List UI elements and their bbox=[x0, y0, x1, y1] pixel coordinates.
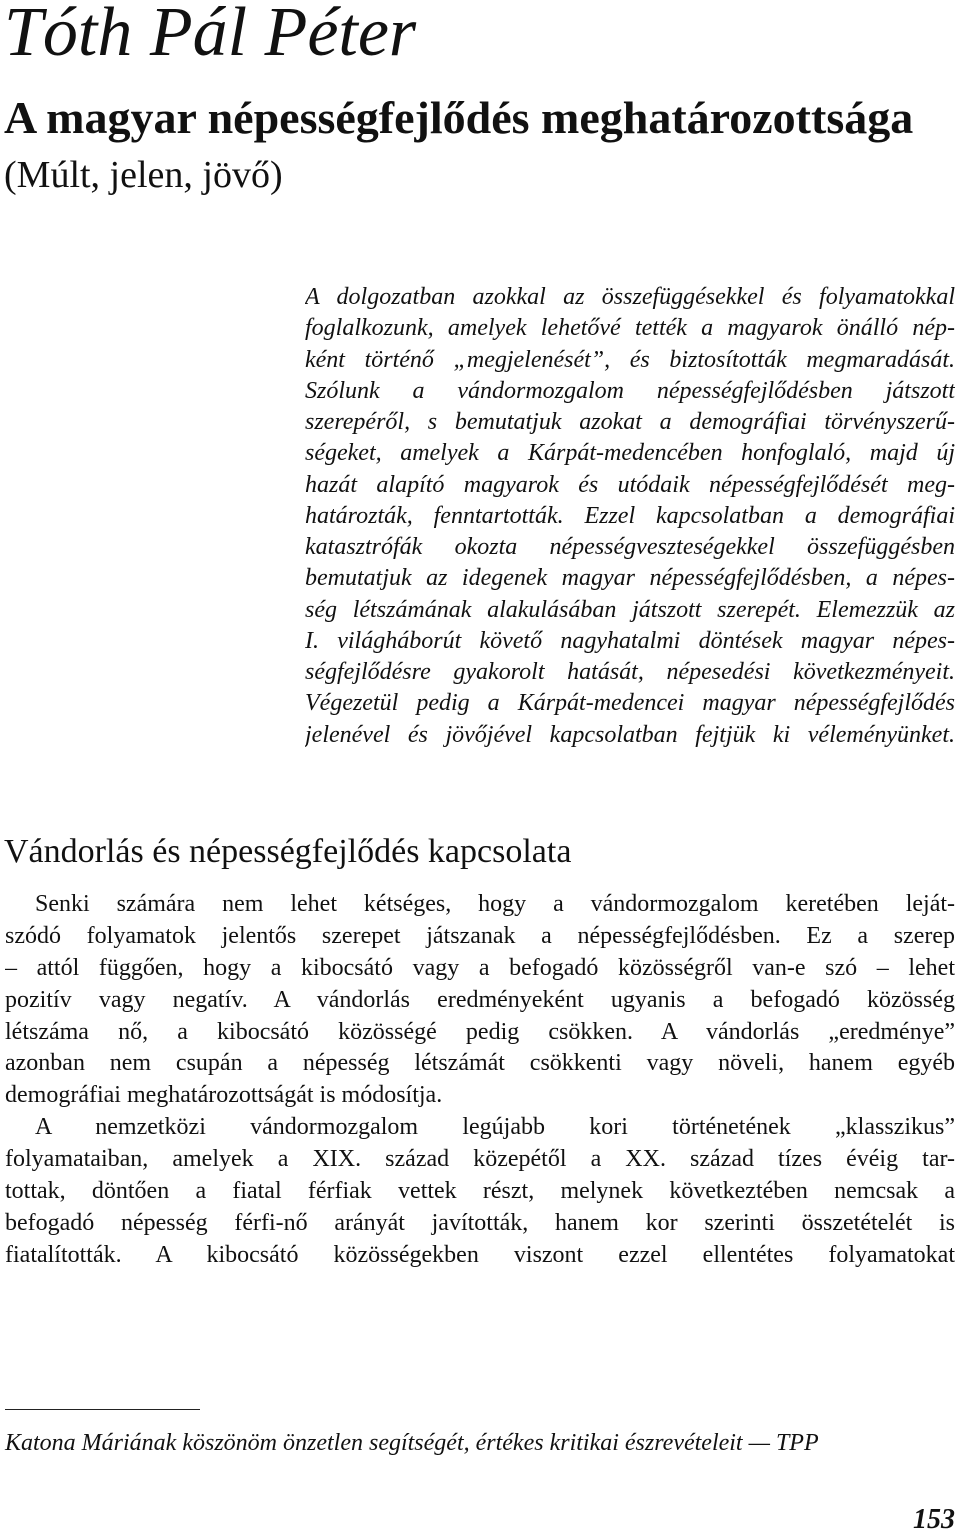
section-body bbox=[5, 889, 955, 1272]
abstract-line: katasztrófák okozta népességveszteségekkel összefüggésben bbox=[305, 534, 955, 560]
body-line: befogadó népesség férfi-nő arányát javították, hanem kor szerinti összetételét is bbox=[5, 1209, 955, 1236]
abstract-line: szerepéről, s bemutatjuk azokat a demográfiai törvényszerű- bbox=[305, 409, 955, 435]
article-subtitle: (Múlt, jelen, jövő) bbox=[4, 154, 283, 196]
body-line: szódó folyamatok jelentős szerepet játszanak a népességfejlődésben. Ez a szerep bbox=[5, 922, 955, 949]
abstract-line: határozták, fenntartották. Ezzel kapcsolatban a demográfiai bbox=[305, 502, 955, 529]
body-line: demográfiai meghatározottságát is módosítja. bbox=[5, 1082, 443, 1109]
article-title: A magyar népességfejlődés meghatározottsága bbox=[4, 92, 914, 143]
author-name: Tóth Pál Péter bbox=[4, 0, 417, 71]
abstract-line: ként történő „megjelenését”, és biztosították megmaradását. bbox=[305, 346, 955, 373]
abstract-line: hazát alapító magyarok és utódaik népességfejlődését meg- bbox=[305, 471, 955, 498]
body-line: – attól függően, hogy a kibocsátó vagy a befogadó közösségről van-e szó – lehet bbox=[5, 954, 955, 981]
abstract-line: ségfejlődésre gyakorolt hatását, népesedési következményeit. bbox=[305, 659, 955, 685]
body-line: pozitív vagy negatív. A vándorlás eredményeként ugyanis a befogadó közösség bbox=[5, 986, 955, 1013]
abstract-line: I. világháborút követő nagyhatalmi döntések magyar népes- bbox=[305, 627, 955, 654]
page-number: 153 bbox=[913, 1504, 955, 1535]
body-line: A nemzetközi vándormozgalom legújabb kori történetének „klasszikus” bbox=[35, 1114, 955, 1141]
abstract bbox=[305, 282, 955, 751]
body-line: tottak, döntően a fiatal férfiak vettek részt, melynek következtében nemcsak a bbox=[5, 1178, 955, 1205]
body-line: létszáma nő, a kibocsátó közösségé pedig csökken. A vándorlás „eredménye” bbox=[5, 1018, 955, 1045]
abstract-line: Végezetül pedig a Kárpát-medencei magyar népességfejlődés bbox=[305, 690, 955, 717]
body-line: Senki számára nem lehet kétséges, hogy a vándormozgalom keretében leját- bbox=[35, 891, 955, 917]
section-heading: Vándorlás és népességfejlődés kapcsolata bbox=[4, 833, 572, 870]
body-line: azonban nem csupán a népesség létszámát csökkenti vagy növeli, hanem egyéb bbox=[5, 1050, 955, 1077]
abstract-line: ség létszámának alakulásában játszott szerepét. Elemezzük az bbox=[305, 596, 955, 623]
abstract-line: bemutatjuk az idegenek magyar népességfejlődésben, a népes- bbox=[305, 565, 955, 592]
footnote: Katona Máriának köszönöm önzetlen segítségét, értékes kritikai észrevételeit — TPP bbox=[5, 1430, 819, 1456]
abstract-line: Szólunk a vándormozgalom népességfejlődésben játszott bbox=[305, 377, 955, 404]
footnote-divider bbox=[5, 1409, 200, 1410]
abstract-line: ségeket, amelyek a Kárpát-medencében honfoglaló, majd új bbox=[305, 440, 955, 467]
body-line: fiatalították. A kibocsátó közösségekben viszont ezzel ellentétes folyamatokat bbox=[5, 1241, 955, 1268]
abstract-line: A dolgozatban azokkal az összefüggésekkel és folyamatokkal bbox=[305, 284, 955, 310]
body-line: folyamataiban, amelyek a XIX. század közepétől a XX. század tízes évéig tar- bbox=[5, 1146, 955, 1173]
abstract-line: foglalkozunk, amelyek lehetővé tették a magyarok önálló nép- bbox=[305, 315, 955, 342]
abstract-line: jelenével és jövőjével kapcsolatban fejtjük ki véleményünket. bbox=[305, 721, 955, 748]
